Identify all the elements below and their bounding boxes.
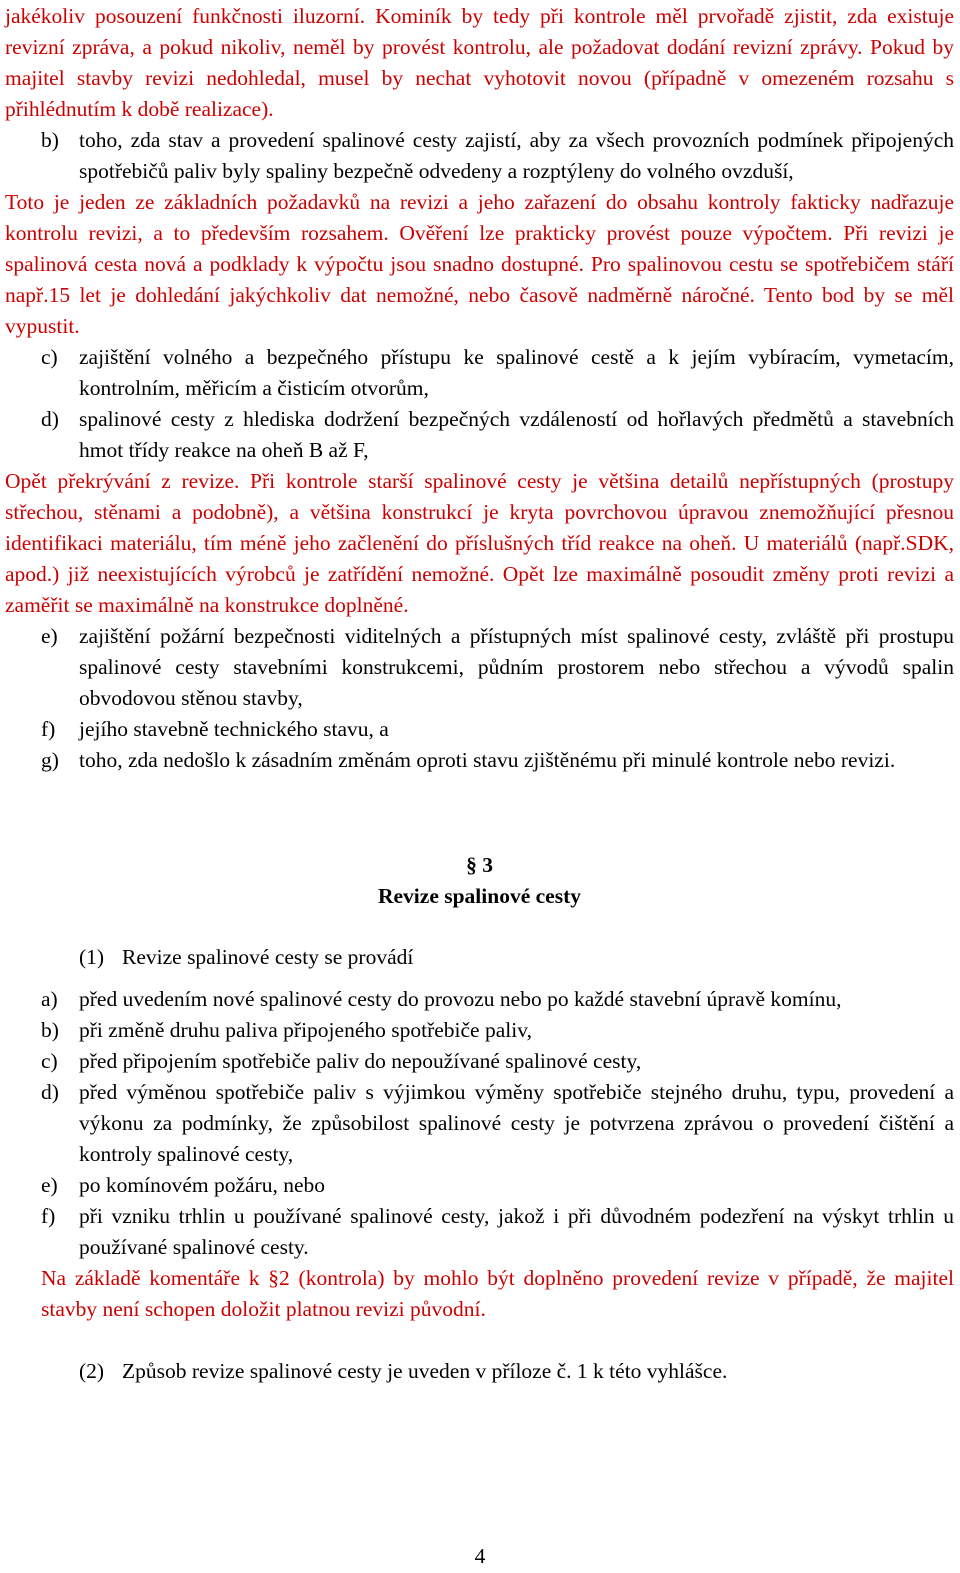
item-marker: a) xyxy=(41,987,58,1011)
item-text: při vzniku trhlin u používané spalinové cesty, jakož i při důvodném podezření na výskyt trhlin u používané spalinové cesty. xyxy=(79,1204,954,1259)
paragraph-marker: (1) xyxy=(79,945,105,969)
list-item-b xyxy=(5,1015,954,1046)
item-marker: g) xyxy=(41,748,59,772)
item-text: spalinové cesty z hlediska dodržení bezpečných vzdáleností od hořlavých předmětů a stavebních hmot třídy reakce na oheň B až F, xyxy=(79,407,954,462)
document-page xyxy=(0,1,960,1573)
list-item-e xyxy=(5,1170,954,1201)
item-text: jejího stavebně technického stavu, a xyxy=(79,717,389,741)
item-text: toho, zda stav a provedení spalinové cesty zajistí, aby za všech provozních podmínek připojených spotřebičů paliv byly spaliny bezpečně odvedeny a rozptýleny do volného ovzduší, xyxy=(79,128,954,183)
paragraph-marker: (2) xyxy=(79,1359,105,1383)
page-number: 4 xyxy=(474,1544,486,1568)
item-marker: b) xyxy=(41,1018,59,1042)
item-marker: e) xyxy=(41,1173,58,1197)
list-item-a xyxy=(5,984,954,1015)
list-item-f xyxy=(5,714,954,745)
item-marker: b) xyxy=(41,128,59,152)
paragraph-1 xyxy=(5,942,954,973)
item-text: před výměnou spotřebiče paliv s výjimkou výměny spotřebiče stejného druhu, typu, provedení a výkonu za podmínky, že způsobilost spalinové cesty je potvrzena zprávou o provedení čištění a kontroly spalinové cesty, xyxy=(79,1080,954,1166)
comment-item-b: Toto je jeden ze základních požadavků na revizi a jeho zařazení do obsahu kontroly fakticky nadřazuje kontrolu revizi, a to především rozsahem. Ověření lze prakticky provést pouze výpočtem. Při revizi je spalinová cesta nová a podklady k výpočtu jsou snadno dostupné. Pro spalinovou cestu se spotřebičem stáří např.15 let je dohledání jakýchkoliv dat nemožné, nebo časově nadměrně náročné. Tento bod by se měl vypustit. xyxy=(5,190,954,338)
paragraph-text: Způsob revize spalinové cesty je uveden v příloze č. 1 k této vyhlášce. xyxy=(122,1359,728,1383)
section-title: Revize spalinové cesty xyxy=(377,884,581,908)
item-marker: d) xyxy=(41,1080,59,1104)
list-item-e xyxy=(5,621,954,714)
comment-item-d: Opět překrývání z revize. Při kontrole starší spalinové cesty je většina detailů nepřístupných (prostupy střechou, stěnami a podobně), a většina konstrukcí je kryta povrchovou úpravou znemožňující přesnou identifikaci materiálu, tím méně jeho začlenění do příslušných tříd reakce na oheň. U materiálů (např.SDK, apod.) již neexistujících výrobců je zatřídění nemožné. Opět lze maximálně posoudit změny proti revizi a zaměřit se maximálně na konstrukce doplněné. xyxy=(5,469,954,617)
item-text: při změně druhu paliva připojeného spotřebiče paliv, xyxy=(79,1018,532,1042)
list-item-b xyxy=(5,125,954,187)
list-item-f xyxy=(5,1201,954,1263)
comment-section-3: Na základě komentáře k §2 (kontrola) by mohlo být doplněno provedení revize v případě, že majitel stavby není schopen doložit platnou revizi původní. xyxy=(41,1266,954,1321)
item-marker: e) xyxy=(41,624,58,648)
list-item-d xyxy=(5,404,954,466)
item-text: zajištění požární bezpečnosti viditelných a přístupných míst spalinové cesty, zvláště při prostupu spalinové cesty stavebními konstrukcemi, půdním prostorem nebo střechou a vývodů spalin obvodovou stěnou stavby, xyxy=(79,624,954,710)
item-marker: f) xyxy=(41,1204,56,1228)
paragraph-2 xyxy=(5,1356,954,1387)
item-text: zajištění volného a bezpečného přístupu ke spalinové cestě a k jejím vybíracím, vymetacím, kontrolním, měřicím a čisticím otvorům, xyxy=(79,345,954,400)
comment-continued: jakékoliv posouzení funkčnosti iluzorní. Kominík by tedy při kontrole měl prvořadě zjistit, zda existuje revizní zpráva, a pokud nikoliv, neměl by provést kontrolu, ale požadovat dodání revizní zprávy. Pokud by majitel stavby revizi nedohledal, musel by nechat vyhotovit novou (případně v omezeném rozsahu s přihlédnutím k době realizace). xyxy=(5,4,954,121)
item-text: před uvedením nové spalinové cesty do provozu nebo po každé stavební úpravě komínu, xyxy=(79,987,842,1011)
revision-cases-list xyxy=(5,984,954,1263)
item-marker: d) xyxy=(41,407,59,431)
item-text: toho, zda nedošlo k zásadním změnám oproti stavu zjištěnému při minulé kontrole nebo revizi. xyxy=(79,748,896,772)
list-item-d xyxy=(5,1077,954,1170)
item-marker: c) xyxy=(41,345,58,369)
section-number: § 3 xyxy=(466,853,493,877)
paragraph-text: Revize spalinové cesty se provádí xyxy=(122,945,414,969)
item-text: po komínovém požáru, nebo xyxy=(79,1173,326,1197)
item-text: před připojením spotřebiče paliv do nepoužívané spalinové cesty, xyxy=(79,1049,642,1073)
list-item-c xyxy=(5,342,954,404)
list-item-g xyxy=(5,745,954,776)
item-marker: c) xyxy=(41,1049,58,1073)
list-item-c xyxy=(5,1046,954,1077)
item-marker: f) xyxy=(41,717,56,741)
